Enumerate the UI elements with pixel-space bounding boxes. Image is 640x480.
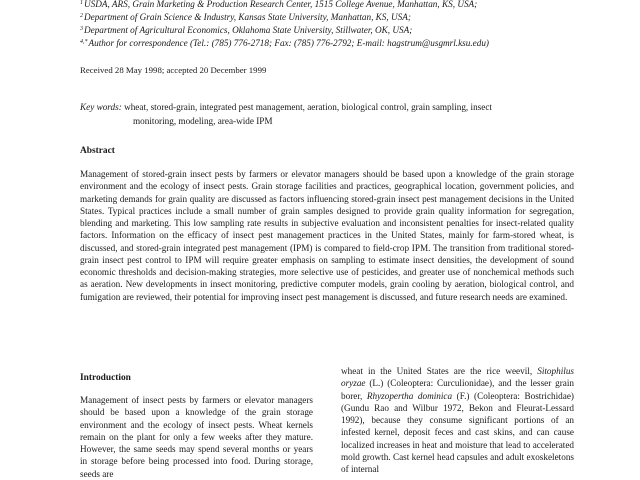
species-name: Sitophilus oryzae [341,366,574,389]
keywords-label: Key words: [80,102,122,112]
affiliation-marker: 3 [80,26,83,32]
affiliation-marker: 1 [80,0,83,6]
affiliation-marker: 2 [80,13,83,19]
introduction-left-column: Management of insect pests by farmers or elevator managers should be based upon a knowledge of the grain storage environment and the ecology of insect pests. Wheat kernels remain on the plant for only a few weeks after they mature. However, the same seeds may spend several months or years in storage before being processed into food. During storage, seeds are [80,395,313,479]
abstract-heading: Abstract [80,146,115,156]
introduction-right-column [341,365,574,475]
keywords-line-2: monitoring, modeling, area-wide IPM [133,115,273,126]
species-name: Rhyzopertha dominica [366,390,453,401]
keywords-text: wheat, stored-grain, integrated pest management, aeration, biological control, grain sampling, insect [124,102,492,112]
affiliation-text: Author for correspondence (Tel.: (785) 776-2718; Fax: (785) 776-2792; E-mail: hagstrum@usgmrl.ksu.edu) [88,38,489,48]
keywords-line-1 [80,101,580,115]
received-dates: Received 28 May 1998; accepted 20 December 1999 [80,65,267,75]
body-text: (F.) (Coleoptera: Bostrichidae) (Gundu Rao and Wilbur 1972, Bekon and Fleurat-Lessard 1992), because they consume significant portions of an infested kernel, deposit feces and cast skins, and can cause localized increases in heat and moisture that lead to accelerated mold growth. Cast kernel head capsules and adult exoskeletons of internal [341,390,574,474]
affiliation-correspondence [80,36,600,50]
keywords-block [80,101,580,128]
affiliation-marker: 4,* [80,39,88,45]
affiliation-2 [80,10,600,24]
body-text: wheat in the United States are the rice weevil, [341,366,538,376]
body-text: (L.) (Coleoptera: Curculionidae), and the lesser grain borer, [341,378,574,401]
introduction-heading: Introduction [80,373,131,383]
affiliation-text: Department of Grain Science & Industry, Kansas State University, Manhattan, KS, USA; [84,12,411,22]
affiliation-text: Department of Agricultural Economics, Oklahoma State University, Stillwater, OK, USA; [84,25,413,35]
affiliation-text: USDA, ARS, Grain Marketing & Production Research Center, 1515 College Avenue, Manhattan, KS, USA; [84,0,478,9]
abstract-body: Management of stored-grain insect pests by farmers or elevator managers should be based upon a knowledge of the grain storage environment and the ecology of insect pests. Grain storage facilities and practices, geographical location, government policies, and marketing demands for grain quality are discussed as factors influencing stored-grain insect pest management decisions in the United States. Typical practices include a small number of grain samples designed to provide grain quality information for segregation, blending and marketing. This low sampling rate results in subjective evaluation and inconsistent penalties for insect-related quality factors. Information on the efficacy of insect pest management practices in the United States, mainly for farm-stored wheat, is discussed, and stored-grain integrated pest management (IPM) is compared to field-crop IPM. The transition from traditional stored-grain insect pest control to IPM will require greater emphasis on sampling to estimate insect densities, the development of sound economic thresholds and decision-making strategies, more selective use of pesticides, and greater use of nonchemical methods such as aeration. New developments in insect monitoring, predictive computer models, grain cooling by aeration, biological control, and fumigation are reviewed, their potential for improving insect pest management is discussed, and future research needs are examined. [80,169,574,302]
affiliation-3 [80,23,600,37]
